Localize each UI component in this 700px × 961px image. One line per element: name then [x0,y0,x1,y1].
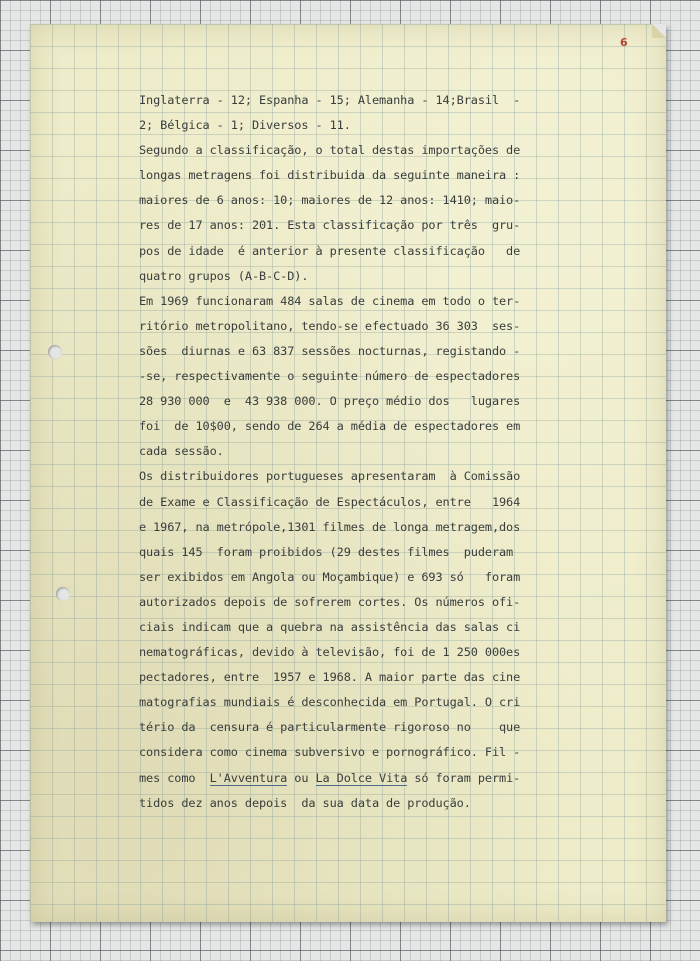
text-line: 28 930 000 e 43 938 000. O preço médio dos lugares [139,394,521,409]
typed-text-body [139,88,569,816]
punch-hole-bottom [56,587,70,601]
text-line: -se, respectivamente o seguinte número de espectadores [139,369,521,384]
text-line: pectadores, entre 1957 e 1968. A maior parte das cine [139,670,521,685]
text-line: e 1967, na metrópole,1301 filmes de longa metragem,dos [139,519,521,534]
text-line: quais 145 foram proibidos (29 destes filmes puderam [139,544,514,559]
text-line: sões diurnas e 63 837 sessões nocturnas, registando - [139,343,521,358]
text-line: de Exame e Classificação de Espectáculos, entre 1964 [139,494,521,509]
text-line: nematográficas, devido à televisão, foi de 1 250 000es [139,645,521,660]
text-line: tério da censura é particularmente rigoroso no que [139,720,521,735]
text-line: maiores de 6 anos: 10; maiores de 12 anos: 1410; maio- [139,193,521,208]
text-fragment: mes como [139,770,210,785]
text-line: considera como cinema subversivo e pornográfico. Fil - [139,745,521,760]
text-line: matografias mundiais é desconhecida em Portugal. O cri [139,695,521,710]
text-line: Segundo a classificação, o total destas importações de [139,143,521,158]
text-line-film-titles [139,766,569,791]
film-title-underlined: La Dolce Vita [315,770,408,785]
text-line: longas metragens foi distribuida da seguinte maneira : [139,168,521,183]
text-line: ciais indicam que a quebra na assistência das salas ci [139,619,521,634]
text-line: pos de idade é anterior à presente classificação de [139,243,521,258]
folded-corner [652,24,666,38]
page-number: 6 [620,36,628,49]
text-fragment: só foram permi- [407,770,521,785]
text-line: Inglaterra - 12; Espanha - 15; Alemanha - 14;Brasil - [139,93,521,107]
text-line: ritório metropolitano, tendo-se efectuado 36 303 ses- [139,318,521,333]
text-line: quatro grupos (A-B-C-D). [139,268,309,283]
text-line: Em 1969 funcionaram 484 salas de cinema em todo o ter- [139,293,521,308]
text-line: ser exibidos em Angola ou Moçambique) e 693 só foram [139,569,521,584]
text-line: foi de 10$00, sendo de 264 a média de espectadores em [139,419,521,434]
film-title-underlined: L'Avventura [209,770,288,785]
text-line: res de 17 anos: 201. Esta classificação por três gru- [139,218,521,233]
text-line: 2; Bélgica - 1; Diversos - 11. [139,118,351,133]
text-line: Os distribuidores portugueses apresentaram à Comissão [139,469,521,484]
punch-hole-top [48,345,62,359]
text-line: tidos dez anos depois da sua data de produção. [139,795,471,810]
text-fragment: ou [287,770,316,785]
text-line: cada sessão. [139,444,224,459]
text-line: autorizados depois de sofrerem cortes. Os números ofi- [139,594,521,609]
